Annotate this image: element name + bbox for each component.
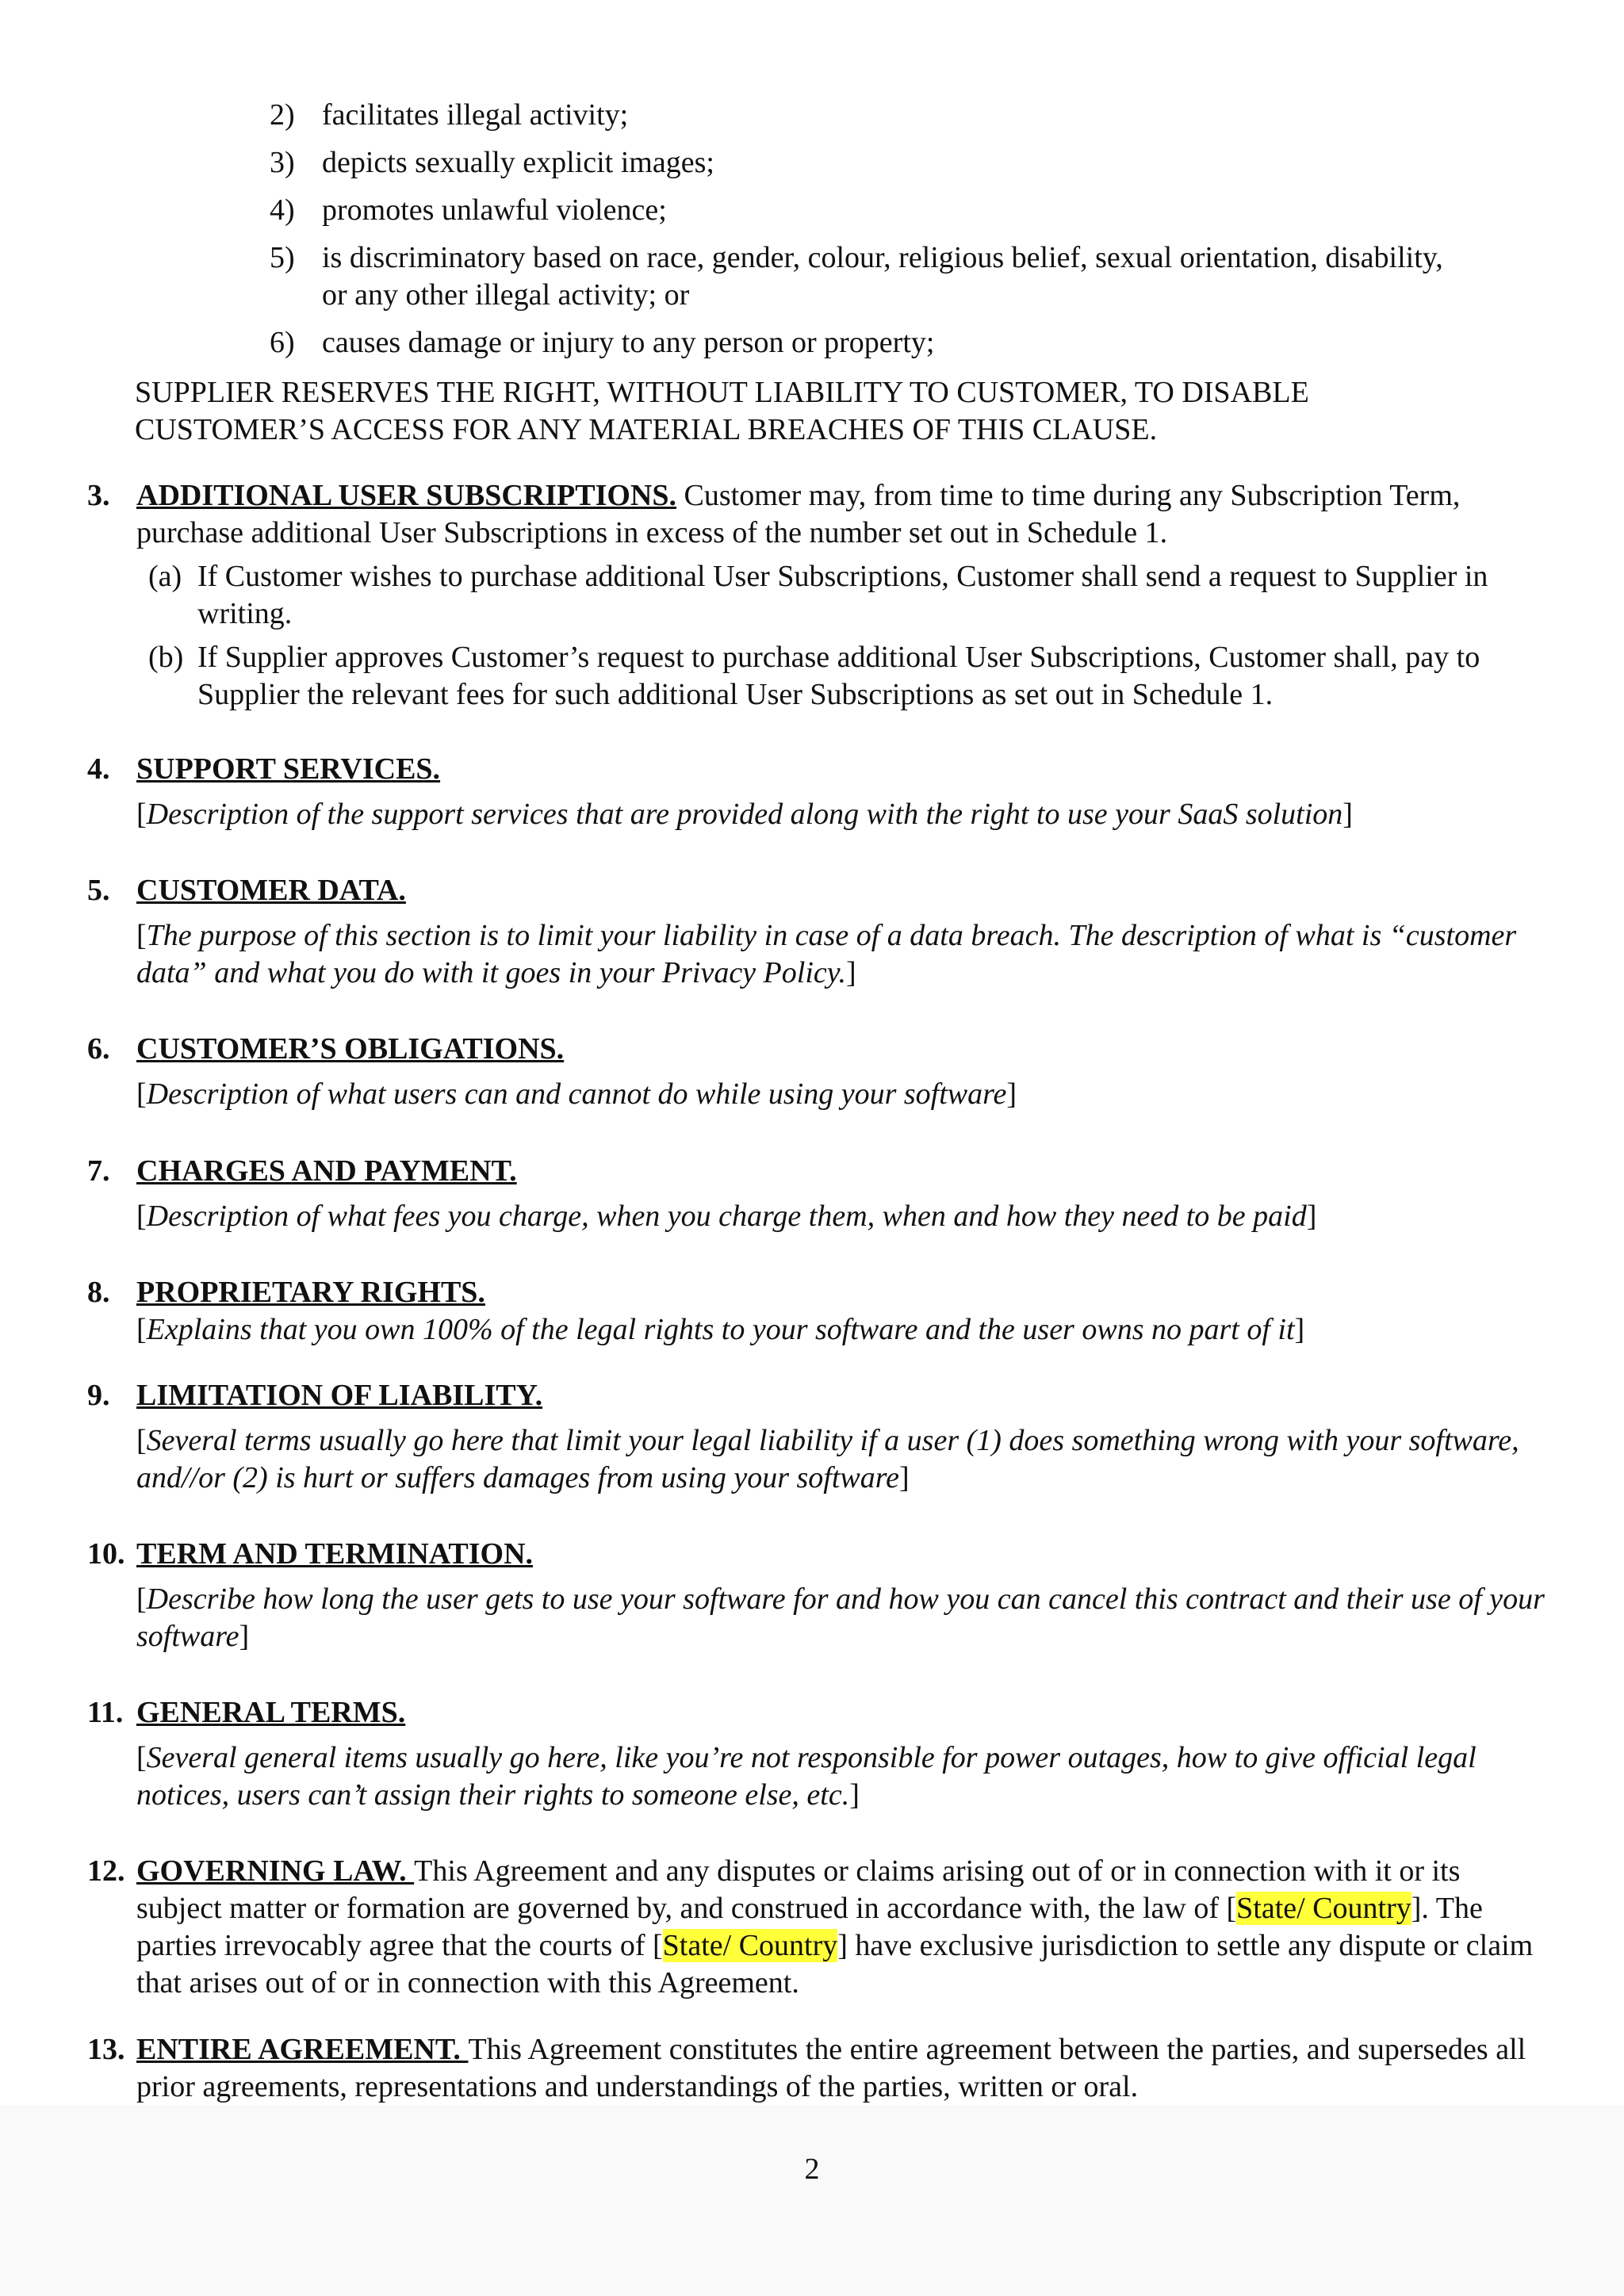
clause-heading: GENERAL TERMS.: [136, 1696, 406, 1729]
clause-number: 8.: [87, 1276, 110, 1309]
clause-description: [Description of what fees you charge, when you charge them, when and how they need to be paid]: [136, 1200, 1317, 1233]
clause-subitem-number: (b): [148, 641, 184, 674]
clause-description: [Describe how long the user gets to use your software for and how you can cancel this contract and their use of your software]: [136, 1582, 1545, 1653]
clause-number: 11.: [87, 1696, 124, 1729]
clause-text: Customer may, from time to time during any Subscription Term, purchase additional User Subscriptions in excess of the number set out in Schedule 1.: [136, 479, 1461, 549]
clause-customer-obligations: [87, 1031, 1546, 1113]
clause-heading: ENTIRE AGREEMENT.: [136, 2033, 469, 2066]
list-item: [270, 192, 1443, 229]
list-item: [270, 97, 1443, 134]
clause-description: [Several terms usually go here that limit your legal liability if a user (1) does something wrong with your software, and//or (2) is hurt or suffers damages from using your software]: [136, 1424, 1519, 1494]
clause-subitem-text: If Customer wishes to purchase additional User Subscriptions, Customer shall send a request to Supplier in writing.: [197, 560, 1488, 630]
clause-heading: LIMITATION OF LIABILITY.: [136, 1379, 543, 1412]
list-item-number: 3): [270, 146, 295, 179]
list-item: [270, 324, 1443, 362]
list-item-number: 6): [270, 326, 295, 359]
list-item-number: 4): [270, 193, 295, 227]
clause-description-text: Explains that you own 100% of the legal rights to your software and the user owns no part of it: [146, 1313, 1295, 1346]
clause-number: 7.: [87, 1154, 110, 1188]
list-item-number: 5): [270, 241, 295, 274]
clause-number: 13.: [87, 2033, 125, 2066]
clause-subitem-text: If Supplier approves Customer’s request to purchase additional User Subscriptions, Customer shall, pay to Supplier the relevant fees for such additional User Subscriptions as set out in Schedule 1.: [197, 641, 1480, 711]
clause-heading: GOVERNING LAW.: [136, 1854, 415, 1888]
clause-description: [Description of the support services that are provided along with the right to use your SaaS solution]: [136, 798, 1353, 831]
list-item-text: depicts sexually explicit images;: [322, 146, 714, 179]
list-item: [270, 144, 1443, 182]
list-item: [270, 239, 1443, 314]
clause-description-text: The purpose of this section is to limit your liability in case of a data breach. The description of what is “customer data” and what you do with it goes in your Privacy Policy.: [136, 919, 1517, 989]
clause-heading: CHARGES AND PAYMENT.: [136, 1154, 517, 1188]
clause-heading: PROPRIETARY RIGHTS.: [136, 1276, 485, 1309]
clause-heading: CUSTOMER’S OBLIGATIONS.: [136, 1032, 565, 1066]
clause-description: [Explains that you own 100% of the legal rights to your software and the user owns no part of it]: [136, 1313, 1305, 1346]
clause-subitem: [148, 558, 1546, 633]
clause-number: 6.: [87, 1032, 110, 1066]
courts-placeholder: State/ Country: [662, 1929, 838, 1962]
jurisdiction-placeholder: State/ Country: [1236, 1892, 1411, 1925]
clause-governing-law: [87, 1853, 1546, 2002]
clause-customer-data: [87, 872, 1546, 992]
list-item-text: facilitates illegal activity;: [322, 98, 629, 132]
clause-number: 3.: [87, 479, 110, 512]
list-item-text: promotes unlawful violence;: [322, 193, 667, 227]
clause-subitem: [148, 639, 1546, 714]
clause-additional-user-subscriptions: [87, 477, 1546, 714]
clause-number: 9.: [87, 1379, 110, 1412]
clause-description: [Description of what users can and cannot do while using your software]: [136, 1077, 1017, 1111]
clause-heading: ADDITIONAL USER SUBSCRIPTIONS.: [136, 479, 677, 512]
clause-text: ]. The parties irrevocably agree that the courts of [: [136, 1892, 1483, 1962]
clause-heading: TERM AND TERMINATION.: [136, 1537, 534, 1571]
clause-heading: CUSTOMER DATA.: [136, 874, 406, 907]
list-item-number: 2): [270, 98, 295, 132]
clause-number: 12.: [87, 1854, 125, 1888]
clause-subitem-number: (a): [148, 560, 182, 593]
page-number: 2: [804, 2152, 820, 2186]
clause-description: [The purpose of this section is to limit your liability in case of a data breach. The description of what is “customer data” and what you do with it goes in your Privacy Policy.]: [136, 919, 1517, 989]
clause-text: This Agreement and any disputes or claims arising out of or in connection with it or its subject matter or formation are governed by, and construed in accordance with, the law of [: [136, 1854, 1461, 1925]
clause-text: This Agreement constitutes the entire agreement between the parties, and supersedes all prior agreements, representations and understandings of the parties, written or oral.: [136, 2033, 1526, 2103]
clause-description-text: Description of the support services that are provided along with the right to use your SaaS solution: [146, 798, 1343, 831]
clause-limitation-of-liability: [87, 1377, 1546, 1497]
clause-description: [Several general items usually go here, like you’re not responsible for power outages, how to give official legal notices, users can’t assign their rights to someone else, etc.]: [136, 1741, 1477, 1812]
clause-heading: SUPPORT SERVICES.: [136, 752, 441, 786]
clause-charges-and-payment: [87, 1153, 1546, 1235]
list-item-text: causes damage or injury to any person or property;: [322, 326, 935, 359]
clause-description-text: Several general items usually go here, like you’re not responsible for power outages, how to give official legal notices, users can’t assign their rights to someone else, etc.: [136, 1741, 1477, 1812]
page-footer-band: [0, 2106, 1624, 2296]
supplier-reserves-note: SUPPLIER RESERVES THE RIGHT, WITHOUT LIABILITY TO CUSTOMER, TO DISABLE CUSTOMER’S ACCESS FOR ANY MATERIAL BREACHES OF THIS CLAUSE.: [135, 376, 1309, 446]
clause-general-terms: [87, 1694, 1546, 1814]
clause-description-text: Describe how long the user gets to use your software for and how you can cancel this contract and their use of your software: [136, 1582, 1545, 1653]
clause-description-text: Description of what fees you charge, when you charge them, when and how they need to be paid: [146, 1200, 1307, 1233]
clause-number: 4.: [87, 752, 110, 786]
clause-support-services: [87, 751, 1546, 833]
clause-description-text: Description of what users can and cannot do while using your software: [146, 1077, 1007, 1111]
clause-proprietary-rights: [87, 1274, 1546, 1349]
list-item-text: is discriminatory based on race, gender, colour, religious belief, sexual orientation, disability, or any other illegal activity; or: [322, 241, 1443, 312]
clause-text: ] have exclusive jurisdiction to settle any dispute or claim that arises out of or in connection with this Agreement.: [136, 1929, 1534, 1999]
clause-number: 5.: [87, 874, 110, 907]
clause-term-and-termination: [87, 1536, 1546, 1655]
clause-entire-agreement: [87, 2031, 1546, 2106]
clause-number: 10.: [87, 1537, 125, 1571]
clause-description-text: Several terms usually go here that limit your legal liability if a user (1) does something wrong with your software, and//or (2) is hurt or suffers damages from using your software: [136, 1424, 1519, 1494]
prohibited-use-list: [270, 97, 1443, 372]
